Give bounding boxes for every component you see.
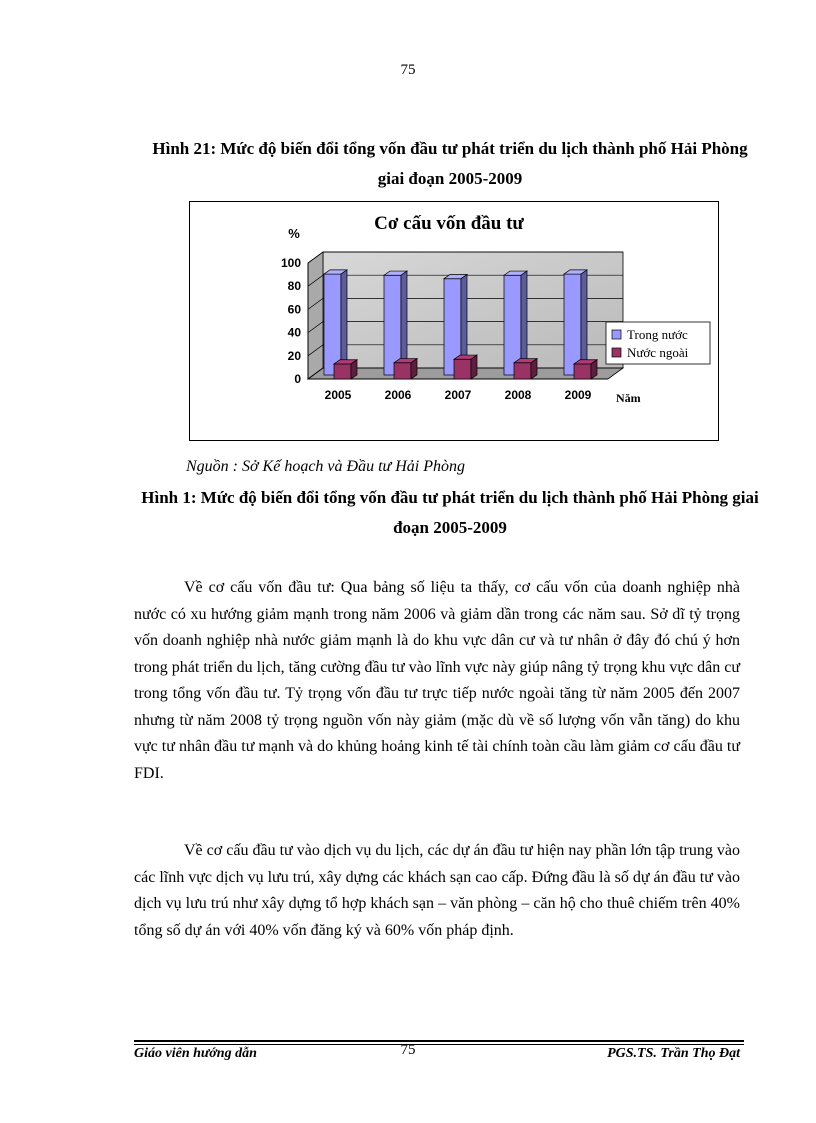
figure-caption: Hình 1: Mức độ biến đổi tổng vốn đầu tư phát triển du lịch thành phố Hải Phòng giai đoạn 2005-2009 [141, 488, 759, 537]
figure-title: Hình 21: Mức độ biến đổi tổng vốn đầu tư phát triển du lịch thành phố Hải Phòng giai đoạn 2005-2009 [152, 139, 748, 188]
chart-y-tick-label: 100 [280, 256, 301, 270]
chart-x-axis-label: Năm [616, 391, 641, 405]
body-paragraph: Về cơ cấu vốn đầu tư: Qua bảng số liệu ta thấy, cơ cấu vốn của doanh nghiệp nhà nước có xu hướng giảm mạnh trong năm 2006 và giảm dần trong các năm sau. Sở dĩ tỷ trọng vốn doanh nghiệp nhà nước giảm mạnh là do khu vực dân cư và tư nhân ở đây đó chú ý hơn trong phát triển du lịch, tăng cường đầu tư vào lĩnh vực này giúp nâng tỷ trọng khu vực dân cư trong tổng vốn đầu tư. Tỷ trọng vốn đầu tư trực tiếp nước ngoài tăng từ năm 2005 đến 2007 nhưng từ năm 2008 tỷ trọng nguồn vốn này giảm (mặc dù về số lượng vốn vẫn tăng) do khu vực tư nhân đầu tư mạnh và do khủng hoảng kinh tế tài chính toàn cầu làm giảm cơ cấu đầu tư FDI. [134, 579, 740, 782]
chart-legend-label: Nước ngoài [627, 345, 689, 360]
body-paragraph: Về cơ cấu đầu tư vào dịch vụ du lịch, các dự án đầu tư hiện nay phần lớn tập trung vào các lĩnh vực dịch vụ lưu trú, xây dựng các khách sạn cao cấp. Đứng đầu là số dự án đầu tư vào dịch vụ lưu trú như xây dựng tổ hợp khách sạn – văn phòng – căn hộ cho thuê chiếm trên 40% tổng số dự án với 40% vốn đăng ký và 60% vốn pháp định. [134, 842, 740, 939]
chart-y-axis-label: % [288, 226, 300, 241]
chart-title: Cơ cấu vốn đầu tư [374, 213, 524, 234]
chart-y-tick-label: 0 [294, 372, 301, 386]
page-number-top: 75 [400, 62, 416, 78]
chart-y-tick-label: 40 [287, 325, 301, 340]
chart-y-tick-label: 80 [287, 279, 301, 294]
chart-legend-swatch [612, 330, 621, 339]
chart-x-tick-label: 2005 [324, 388, 352, 402]
chart-y-tick-label: 60 [287, 302, 301, 317]
chart-bar-nuoc-ngoai-2009 [574, 360, 597, 379]
chart-bar-nuoc-ngoai-2006 [394, 359, 417, 379]
chart-bar-trong-nuoc-2005 [324, 270, 347, 375]
chart-x-tick-label: 2008 [504, 388, 532, 402]
chart-frame [189, 201, 719, 441]
chart-x-tick-label: 2006 [384, 388, 412, 402]
chart-bar-trong-nuoc-2009 [564, 270, 587, 375]
chart-bar-nuoc-ngoai-2008 [514, 359, 537, 379]
chart-x-tick-label: 2007 [444, 388, 472, 402]
footer-advisor-name: PGS.TS. Trần Thọ Đạt [607, 1046, 740, 1061]
chart-legend-label: Trong nước [627, 327, 688, 342]
chart-x-tick-label: 2009 [564, 388, 592, 402]
chart-y-tick-label: 20 [287, 348, 301, 363]
chart [190, 202, 720, 442]
chart-side-wall [308, 252, 323, 379]
chart-legend-swatch [612, 348, 621, 357]
source-note: Nguồn : Sở Kế hoạch và Đầu tư Hải Phòng [186, 458, 466, 475]
chart-bar-nuoc-ngoai-2005 [334, 360, 357, 379]
footer-advisor-label: Giáo viên hướng dẫn [134, 1046, 257, 1061]
footer-page-number: 75 [400, 1042, 416, 1058]
chart-bar-nuoc-ngoai-2007 [454, 355, 477, 379]
